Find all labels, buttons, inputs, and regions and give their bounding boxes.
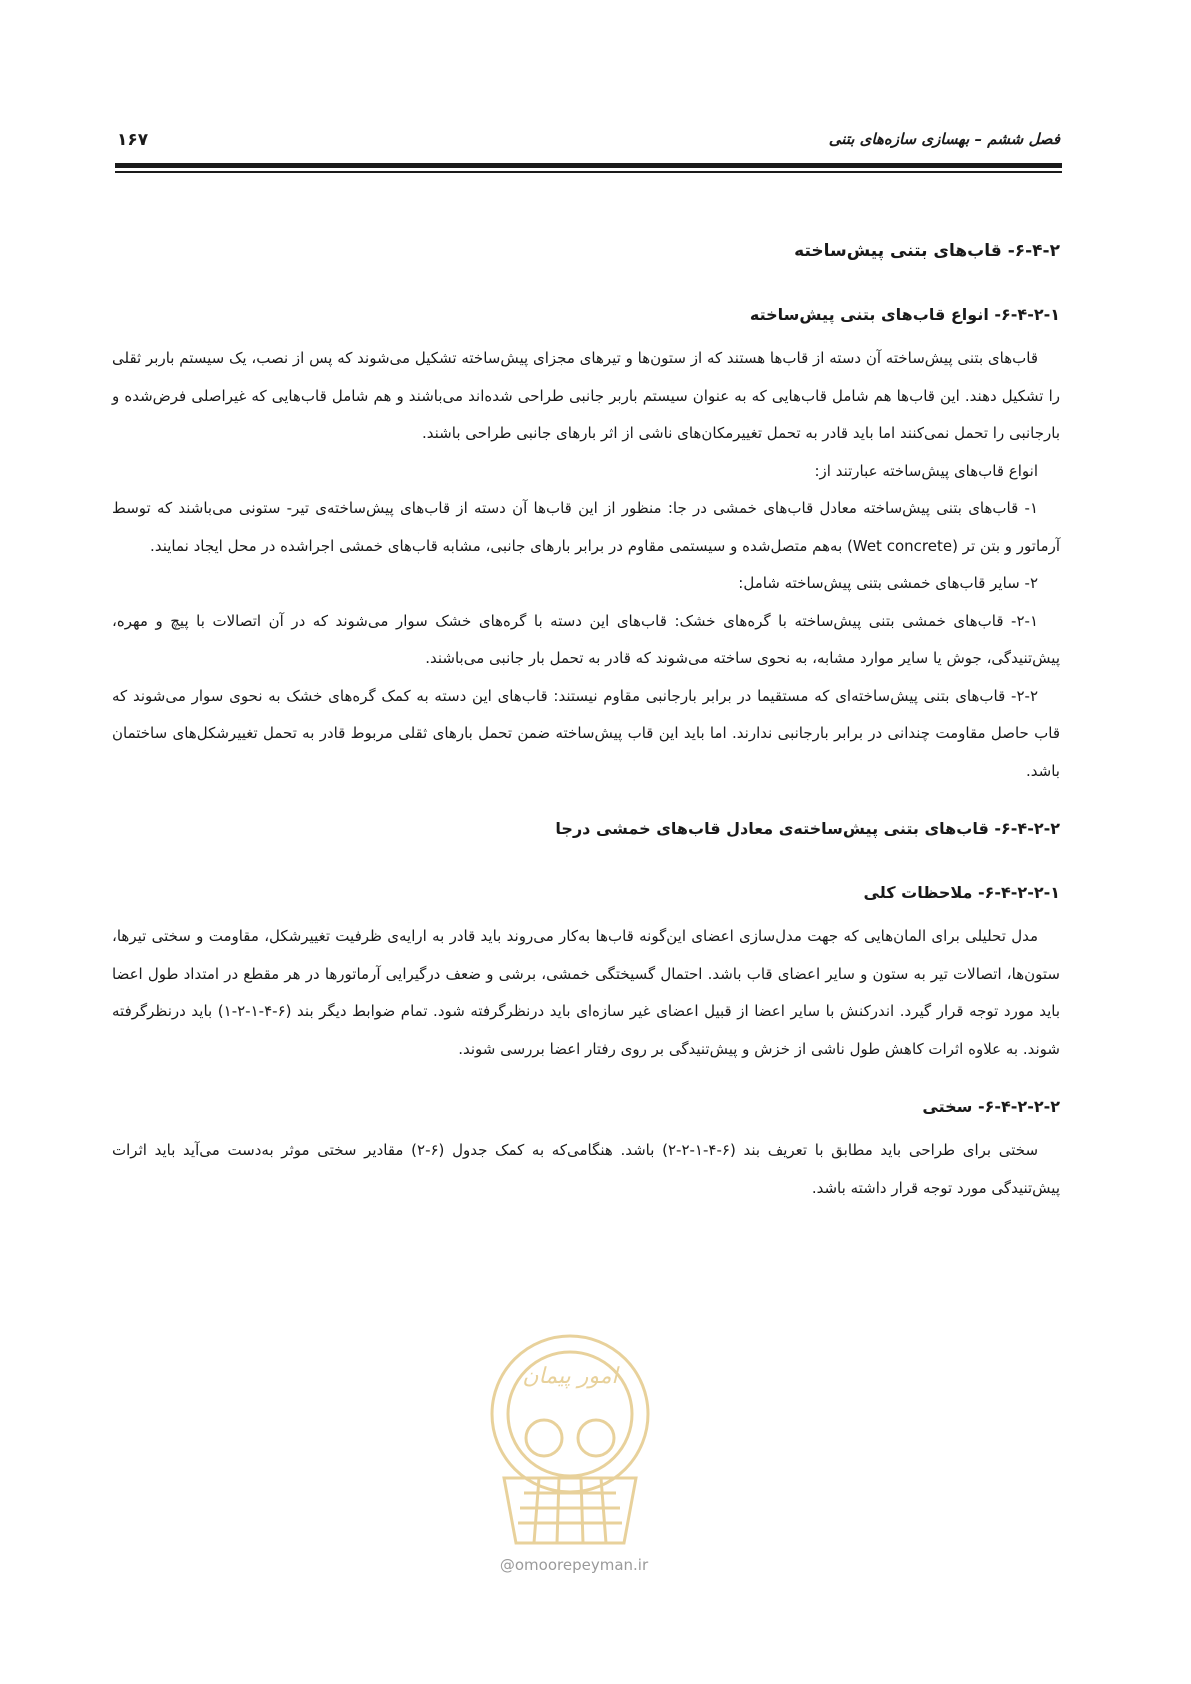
paragraph-intro: قاب‌های بتنی پیش‌ساخته آن دسته از قاب‌ها هستند که از ستون‌ها و تیرهای مجزای پیش‌ساخته تشکیل می‌شوند که پس از نصب، یک سیستم باربر ثقلی را تشکیل دهند. این قاب‌ها هم شامل قاب‌هایی که به عنوان سیستم باربر جانبی طراحی شده‌اند می‌باشند و هم شامل قاب‌هایی که غیراصلی فرض‌شده و بارجانبی را تحمل نمی‌کنند اما باید قادر به تحمل تغییرمکان‌های ناشی از اثر بارهای جانبی طراحی باشند. [112,349,1060,442]
chapter-title: فصل ششم – بهسازی سازه‌های بتنی [828,130,1060,148]
section-heading-precast-frames: ۶-۴-۲- قاب‌های بتنی پیش‌ساخته [794,241,1060,261]
header-rule-thick [115,163,1062,168]
watermark-logo-text: امور پیمان [522,1364,618,1389]
document-body [112,210,1060,1207]
watermark-site: @omoorepeyman.ir [499,1556,649,1574]
section-heading-general: ۶-۴-۲-۲-۱- ملاحظات کلی [863,883,1060,902]
paragraph-item-2: ۲- سایر قاب‌های خمشی بتنی پیش‌ساخته شامل: [738,574,1038,592]
paragraph-stiffness: سختی برای طراحی باید مطابق با تعریف بند (۶-۴-۱-۲-۲) باشد. هنگامی‌که به کمک جدول (۶-۲) مقادیر سختی موثر به‌دست می‌آید باید اثرات پیش‌تنیدگی مورد توجه قرار داشته باشد. [112,1141,1060,1197]
watermark-logo [484,1328,656,1558]
section-heading-types: ۶-۴-۲-۱- انواع قاب‌های بتنی پیش‌ساخته [749,305,1060,324]
section-heading-stiffness: ۶-۴-۲-۲-۲- سختی [922,1097,1060,1116]
paragraph-general: مدل تحلیلی برای المان‌هایی که جهت مدل‌سازی اعضای این‌گونه قاب‌ها به‌کار می‌روند باید قادر به ارایه‌ی ظرفیت تغییرشکل، مقاومت و سختی تیرها، ستون‌ها، اتصالات تیر به ستون و سایر اعضای قاب باشد. احتمال گسیختگی خمشی، برشی و ضعف درگیرایی آرماتورها در هر مقطع در امتداد طول اعضا باید مورد توجه قرار گیرد. اندرکنش با سایر اعضا از قبیل اعضای غیر سازه‌ای باید درنظرگرفته شود. تمام ضوابط دیگر بند (۶-۴-۱-۲-۱) باید درنظرگرفته شوند. به علاوه اثرات کاهش طول ناشی از خزش و پیش‌تنیدگی بر روی رفتار اعضا بررسی شوند. [112,927,1060,1058]
paragraph-item-1: ۱- قاب‌های بتنی پیش‌ساخته معادل قاب‌های خمشی در جا: منظور از این قاب‌ها آن دسته از قاب‌های پیش‌ساخته‌ی تیر- ستونی می‌باشند که توسط آرماتور و بتن تر (Wet concrete) به‌هم متصل‌شده و سیستمی مقاوم در برابر بارهای جانبی، مشابه قاب‌های خمشی اجراشده در محل ایجاد نمایند. [112,499,1060,555]
section-heading-equivalent-frames: ۶-۴-۲-۲- قاب‌های بتنی پیش‌ساخته‌ی معادل قاب‌های خمشی درجا [555,819,1060,838]
header-rule-thin [115,171,1062,173]
paragraph-item-2-2: ۲-۲- قاب‌های بتنی پیش‌ساخته‌ای که مستقیما در برابر بارجانبی مقاوم نیستند: قاب‌های این دسته به کمک گره‌های خشک به نحوی سوار می‌شوند که قاب حاصل مقاومت چندانی در برابر بارجانبی ندارند. اما باید این قاب پیش‌ساخته ضمن تحمل بارهای ثقلی مربوط قادر به تحمل تغییرشکل‌های ساختمان باشد. [112,686,1060,780]
page-header [117,130,1060,154]
page-number: ۱۶۷ [117,130,149,150]
paragraph-types-intro: انواع قاب‌های پیش‌ساخته عبارتند از: [814,461,1038,480]
paragraph-item-2-1: ۲-۱- قاب‌های خمشی بتنی پیش‌ساخته با گره‌های خشک: قاب‌های این دسته با گره‌های خشک سوار می‌شوند که در آن اتصالات با پیچ و مهره، پیش‌تنیدگی، جوش یا سایر موارد مشابه، به نحوی ساخته می‌شوند که قادر به تحمل بار جانبی می‌باشند. [112,611,1060,667]
